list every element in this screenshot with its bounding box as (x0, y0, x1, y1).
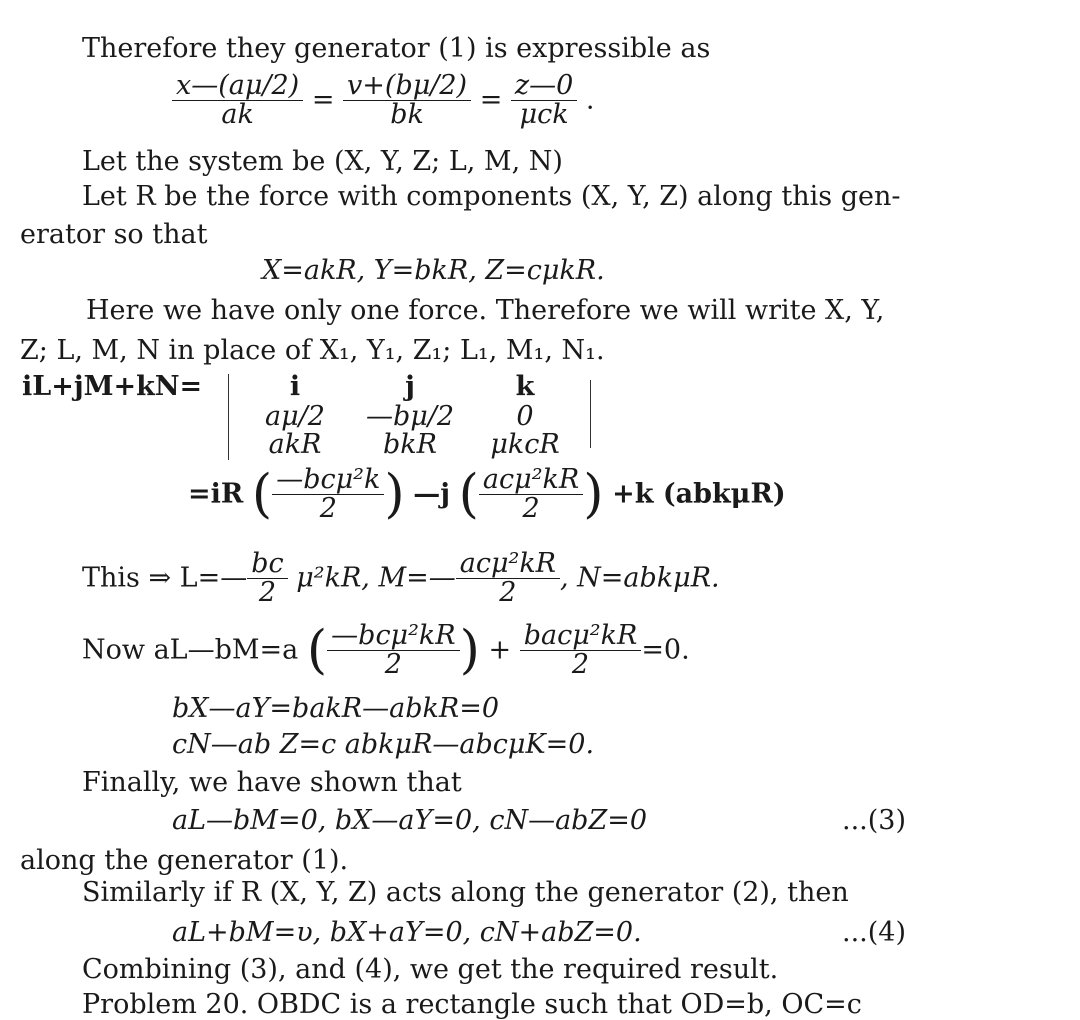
det-cell-3-3: μkcR (490, 429, 560, 460)
text-line-1: Therefore they generator (1) is expressible as (82, 33, 711, 64)
lmn-fraction-2-numerator: acμ²kR (459, 548, 557, 579)
lmn-fraction-1 (247, 550, 287, 608)
check-1-fraction-2-denominator: 2 (520, 650, 642, 679)
det-cell-1-3: k (515, 371, 535, 402)
determinant-matrix (240, 372, 580, 462)
lmn-part-c: , N=abkμR. (560, 562, 720, 594)
expansion-part-a: =iR (188, 478, 244, 510)
lmn-fraction-2-denominator: 2 (456, 578, 560, 607)
text-line-8: along the generator (1). (20, 845, 349, 876)
fraction-3-denominator: μck (511, 100, 577, 129)
equation-check-1: Now aL—bM=a ( $\frac{\text{—bcμ²kR}}{2}$ ) + $\frac{\text{bacμ²kR}}{2}$ =0. (82, 620, 690, 681)
fraction-2-numerator: v+(bμ/2) (347, 70, 468, 101)
det-cell-1-2: j (405, 371, 415, 402)
lmn-fraction-1-denominator: 2 (247, 578, 287, 607)
expansion-fraction-1-denominator: 2 (272, 494, 384, 523)
fraction-1-denominator: ak (172, 100, 303, 129)
check-1-part-b: + (488, 634, 512, 666)
text-line-6: Z; L, M, N in place of X₁, Y₁, Z₁; L₁, M₁, N₁. (20, 335, 605, 366)
check-1-fraction-2 (520, 622, 642, 680)
check-1-fraction-1 (327, 622, 459, 680)
determinant-lhs: iL+jM+kN= (22, 371, 203, 402)
fraction-1 (172, 72, 303, 130)
equation-check-2: bX—aY=bakR—abkR=0 (172, 693, 499, 724)
det-cell-3-2: bkR (383, 429, 437, 460)
equation-end: . (585, 84, 595, 116)
equation-components: X=akR, Y=bkR, Z=cμkR. (262, 255, 605, 286)
equation-generator: $\frac{x—(a\mu/2)}{ak}$ = $\frac{v+(b\mu/2)}{bk}$ = $\frac{z—0}{\text{μck}}$ . (172, 72, 595, 130)
check-1-part-c: =0. (641, 634, 690, 666)
equation-result-3: aL—bM=0, bX—aY=0, cN—abZ=0 (172, 805, 648, 836)
text-line-7: Finally, we have shown that (82, 767, 462, 798)
determinant-left-bar (228, 374, 229, 460)
det-cell-3-1: akR (268, 429, 322, 460)
equation-result-4: aL+bM=υ, bX+aY=0, cN+abZ=0. (172, 917, 642, 948)
check-1-fraction-1-numerator: —bcμ²kR (331, 620, 456, 651)
text-line-10: Combining (3), and (4), we get the required result. (82, 954, 779, 985)
lmn-fraction-1-numerator: bc (251, 548, 284, 579)
expansion-fraction-2-numerator: acμ²kR (482, 464, 580, 495)
equation-components-lmn (82, 550, 720, 608)
expansion-part-b: —j (413, 478, 451, 510)
det-cell-2-2: —bμ/2 (365, 401, 455, 432)
expansion-fraction-1 (272, 466, 384, 524)
fraction-2 (343, 72, 471, 130)
check-1-fraction-2-numerator: bacμ²kR (523, 620, 638, 651)
determinant-right-bar (590, 380, 591, 448)
text-line-9: Similarly if R (X, Y, Z) acts along the generator (2), then (82, 877, 849, 908)
lmn-part-a: This ⇒ L=— (82, 562, 248, 594)
check-1-fraction-1-denominator: 2 (327, 650, 459, 679)
det-cell-2-3: 0 (516, 401, 534, 432)
expansion-fraction-1-numerator: —bcμ²k (276, 464, 381, 495)
det-cell-2-1: aμ/2 (265, 401, 325, 432)
lmn-part-b: μ²kR, M=— (296, 562, 456, 594)
expansion-part-c: +k (abkμR) (612, 478, 786, 510)
det-cell-1-1: i (289, 371, 301, 402)
fraction-1-numerator: x—(aμ/2) (176, 70, 300, 101)
check-1-part-a: Now aL—bM=a (82, 634, 299, 666)
equation-expansion: =iR ( $\frac{\text{—bcμ²k}}{2}$ ) —j ( $\frac{\text{acμ²kR}}{2}$ ) +k (abkμR) (188, 464, 786, 525)
text-line-11-cutoff: Problem 20. OBDC is a rectangle such that OD=b, OC=c (82, 989, 862, 1020)
lmn-fraction-2 (456, 550, 560, 608)
fraction-3 (511, 72, 577, 130)
text-line-3: Let R be the force with components (X, Y, Z) along this gen- (82, 181, 901, 212)
expansion-fraction-2 (479, 466, 583, 524)
text-line-2: Let the system be (X, Y, Z; L, M, N) (82, 146, 563, 177)
equation-tag-3: ...(3) (842, 805, 906, 836)
fraction-2-denominator: bk (343, 100, 471, 129)
equation-tag-4: ...(4) (842, 917, 906, 948)
text-line-4: erator so that (20, 219, 208, 250)
text-line-5: Here we have only one force. Therefore we will write X, Y, (86, 295, 885, 326)
fraction-3-numerator: z—0 (514, 70, 574, 101)
expansion-fraction-2-denominator: 2 (479, 494, 583, 523)
equation-check-3: cN—ab Z=c abkμR—abcμK=0. (172, 729, 595, 760)
